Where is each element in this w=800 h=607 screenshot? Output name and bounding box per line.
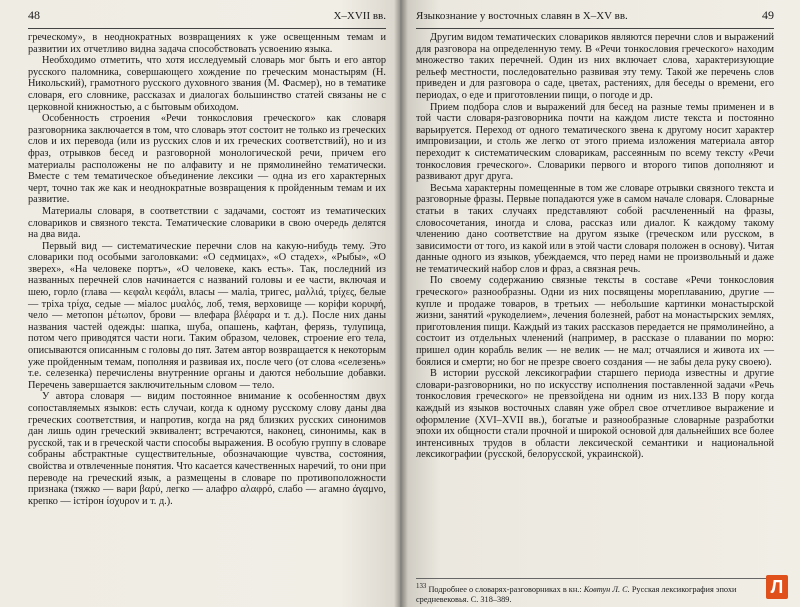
footnote: [416, 578, 774, 605]
paragraph: Необходимо отметить, что хотя исследуемый словарь мог быть и его автор русского паломника, совершающего хождение по греческим монастырям (Н. Никольский), грамотного русского духовного звания (М. Фасмер), но в тематике словаря, его словнике, рассказах и диалогах большинство статей связаны не с церковной книжностью, а с бытовым обиходом.: [28, 55, 386, 113]
paragraph: Прием подбора слов и выражений для бесед на разные темы применен и в той части словаря-разговорника почти на каждом листе текста и постоянно варьируется. Переход от одного тематического звена к другому носит характер импровизации, и столь же легко от этого приема изложения материала автор переходит к систематическим словарикам, рассеянным по всему тексту «Речи тонкословия греческого». Словарики первого и второго типов дополняют и развивают друг друга.: [416, 101, 774, 183]
right-page-header: [416, 8, 774, 29]
footnote-lead: Подробнее о словарях-разговорниках в кн.:: [428, 584, 582, 594]
paragraph: У автора словаря — видим постоянное внимание к особенностям двух сопоставляемых языков: есть случаи, когда к одному русскому слову даны два греческих соответствия, и напротив, когда на ряд близких русских синонимов дан лишь один греческий эквивалент; встречаются, наконец, синонимы, как в русской, так и в греческой части способы выражения. В особую группу в словаре собраны абстрактные существительные, обозначающие чувства, состояния, свойства и отвлеченные понятия. Что касается качественных наречий, то они при переводе на греческий язык, а размещены в словаре по противоположности признака (тяжко — вари βαρύ, легко — алафро αλαφρό, слабо — агамно άγαμνο, крепко — iстiрон ίσχυρον и т. д.).: [28, 391, 386, 507]
footnote-rest: Русская лексикография эпохи средневековья. С. 318–389.: [416, 584, 737, 604]
left-page-number: 48: [28, 8, 40, 22]
paragraph: Первый вид — систематические перечни слов на какую-нибудь тему. Это словарики под особыми заголовками: «О седмицах», «О стадех», «Рыбы», «О зверех», «На человеке портъ», «О человеке, какъ есть». Так, последний из названных перечней слов начинается с названий головы и ее части, включая и шею, горло (глава — κεφαλι κεφάλι, власы — малiа, тригес, μαλλιά, τρίχες, белые — трiха τρίχα, седые — мiалос μυαλός, лоб, темя, верховище — корiфи κορυφή, чело — метопон μέτωπον, брови — влефара βλέφαρα и т. д.). После них даны названия частей одежды: шапка, шуба, опашень, кафтан, ферязь, тулупица, потом чего приводятся части ноги. Таким образом, человек, строение его тела, описываются описанным с головы до пят. Затем автор возвращается к некоторым уже пройденным темам, пополняя и развивая их, после чего (от слова «селезень» т.е. селезенка) перечислены внутренние органы и даются небольшие добавки. Перечень завершается заключительным словом — тело.: [28, 240, 386, 391]
right-page: [400, 0, 800, 607]
left-page-header: [28, 8, 386, 29]
left-running-head: X–XVII вв.: [333, 10, 386, 22]
paragraph: греческому», в неоднократных возвращениях к уже освещенным темам и развитии их отчетливо видна задача способствовать усвоению языка.: [28, 32, 386, 55]
footnote-number: 133: [416, 583, 427, 590]
paragraph: В истории русской лексикографии старшего периода известны и другие словари-разговорники, но по искусству исполнения поставленной задачи «Речь тонкословия греческого» не превзойдена ни одним из них.133 В пору когда каждый из языков восточных славян уже обрел свое отчетливое выражение и оформление (XVI–XVII вв.), богатые и разнообразные словарные разработки эпохи их общности стали прочной и широкой основой для дальнейших все более интенсивных трудов в области лексической семантики и национальной лексикографии (русской, белорусской, украинской).: [416, 368, 774, 461]
right-page-number: 49: [762, 8, 774, 22]
paragraph: По своему содержанию связные тексты в составе «Речи тонкословия греческого» разнообразны. Одни из них посвящены мореплаванию, другие — купле и продаже товаров, в третьих — небольшие картинки монастырской жизни, занятий «рукоделием», лечения болезней, работ на монастырских землях, приготовления пищи. Каждый из таких рассказов передается не прямолинейно, а состоит из отдельных членений (например, в рассказе о плавании по морю: пришел один корабль велик — не велик — не мал; отчаялися и живота их — боялися и смерти; но бог не презре своего создания — не забы дела руку своею).: [416, 275, 774, 368]
paragraph: Особенность строения «Речи тонкословия греческого» как словаря разговорника заключается в том, что словарь этот состоит не только из греческих слов и их перевода (или из русских слов и их греческих соответствий), но и из фраз, отрывков бесед и разговорной монологической речи, причем его материалы расположены не по алфавиту и не прямолинейно тематически. Вместе с тем тематическое объединение лексики — одна из его характерных черт, точно так же как и неоднократные возвращения к пройденным темам и их развитие.: [28, 113, 386, 206]
right-running-head: Языкознание у восточных славян в X–XV вв.: [416, 10, 628, 22]
footnote-author: Ковтун Л. С.: [583, 584, 630, 594]
book-gutter: [394, 0, 408, 607]
paragraph: Материалы словаря, в соответствии с задачами, состоят из тематических словариков и связного текста. Тематические словарики в свою очередь делятся на два вида.: [28, 205, 386, 241]
paragraph: Другим видом тематических словариков являются перечни слов и выражений для разговора на определенную тему. В «Речи тонкословия греческого» находим множество таких перечней. Один из них включает слова, характеризующие рельеф местности, последовательно развивая эту тему. Такой же перечень слов приведен и для разговора о саде, цветах, растениях, для беседы о времени, его периодах, о еде и приготовлении пищи, о погоде и др.: [416, 32, 774, 101]
labirint-logo-badge: Л: [766, 575, 788, 599]
right-page-body: [416, 32, 774, 461]
left-page-body: [28, 32, 386, 507]
paragraph: Весьма характерны помещенные в том же словаре отрывки связного текста и разговорные фразы. Первые попадаются уже в самом начале словаря. Словарные статьи в таких случаях представляют собой расчлененный на фразы, словосочетания, иногда и слова, рассказ или диалог. К каждому такому членению дано соответствие на другом языке (греческом или русском, в зависимости от того, из какой или в этой части словаря положен в основу). Читая данные одного из языков, убеждаемся, что перед нами не произвольный и даже не тематический набор слов и фраз, а связная речь.: [416, 182, 774, 275]
